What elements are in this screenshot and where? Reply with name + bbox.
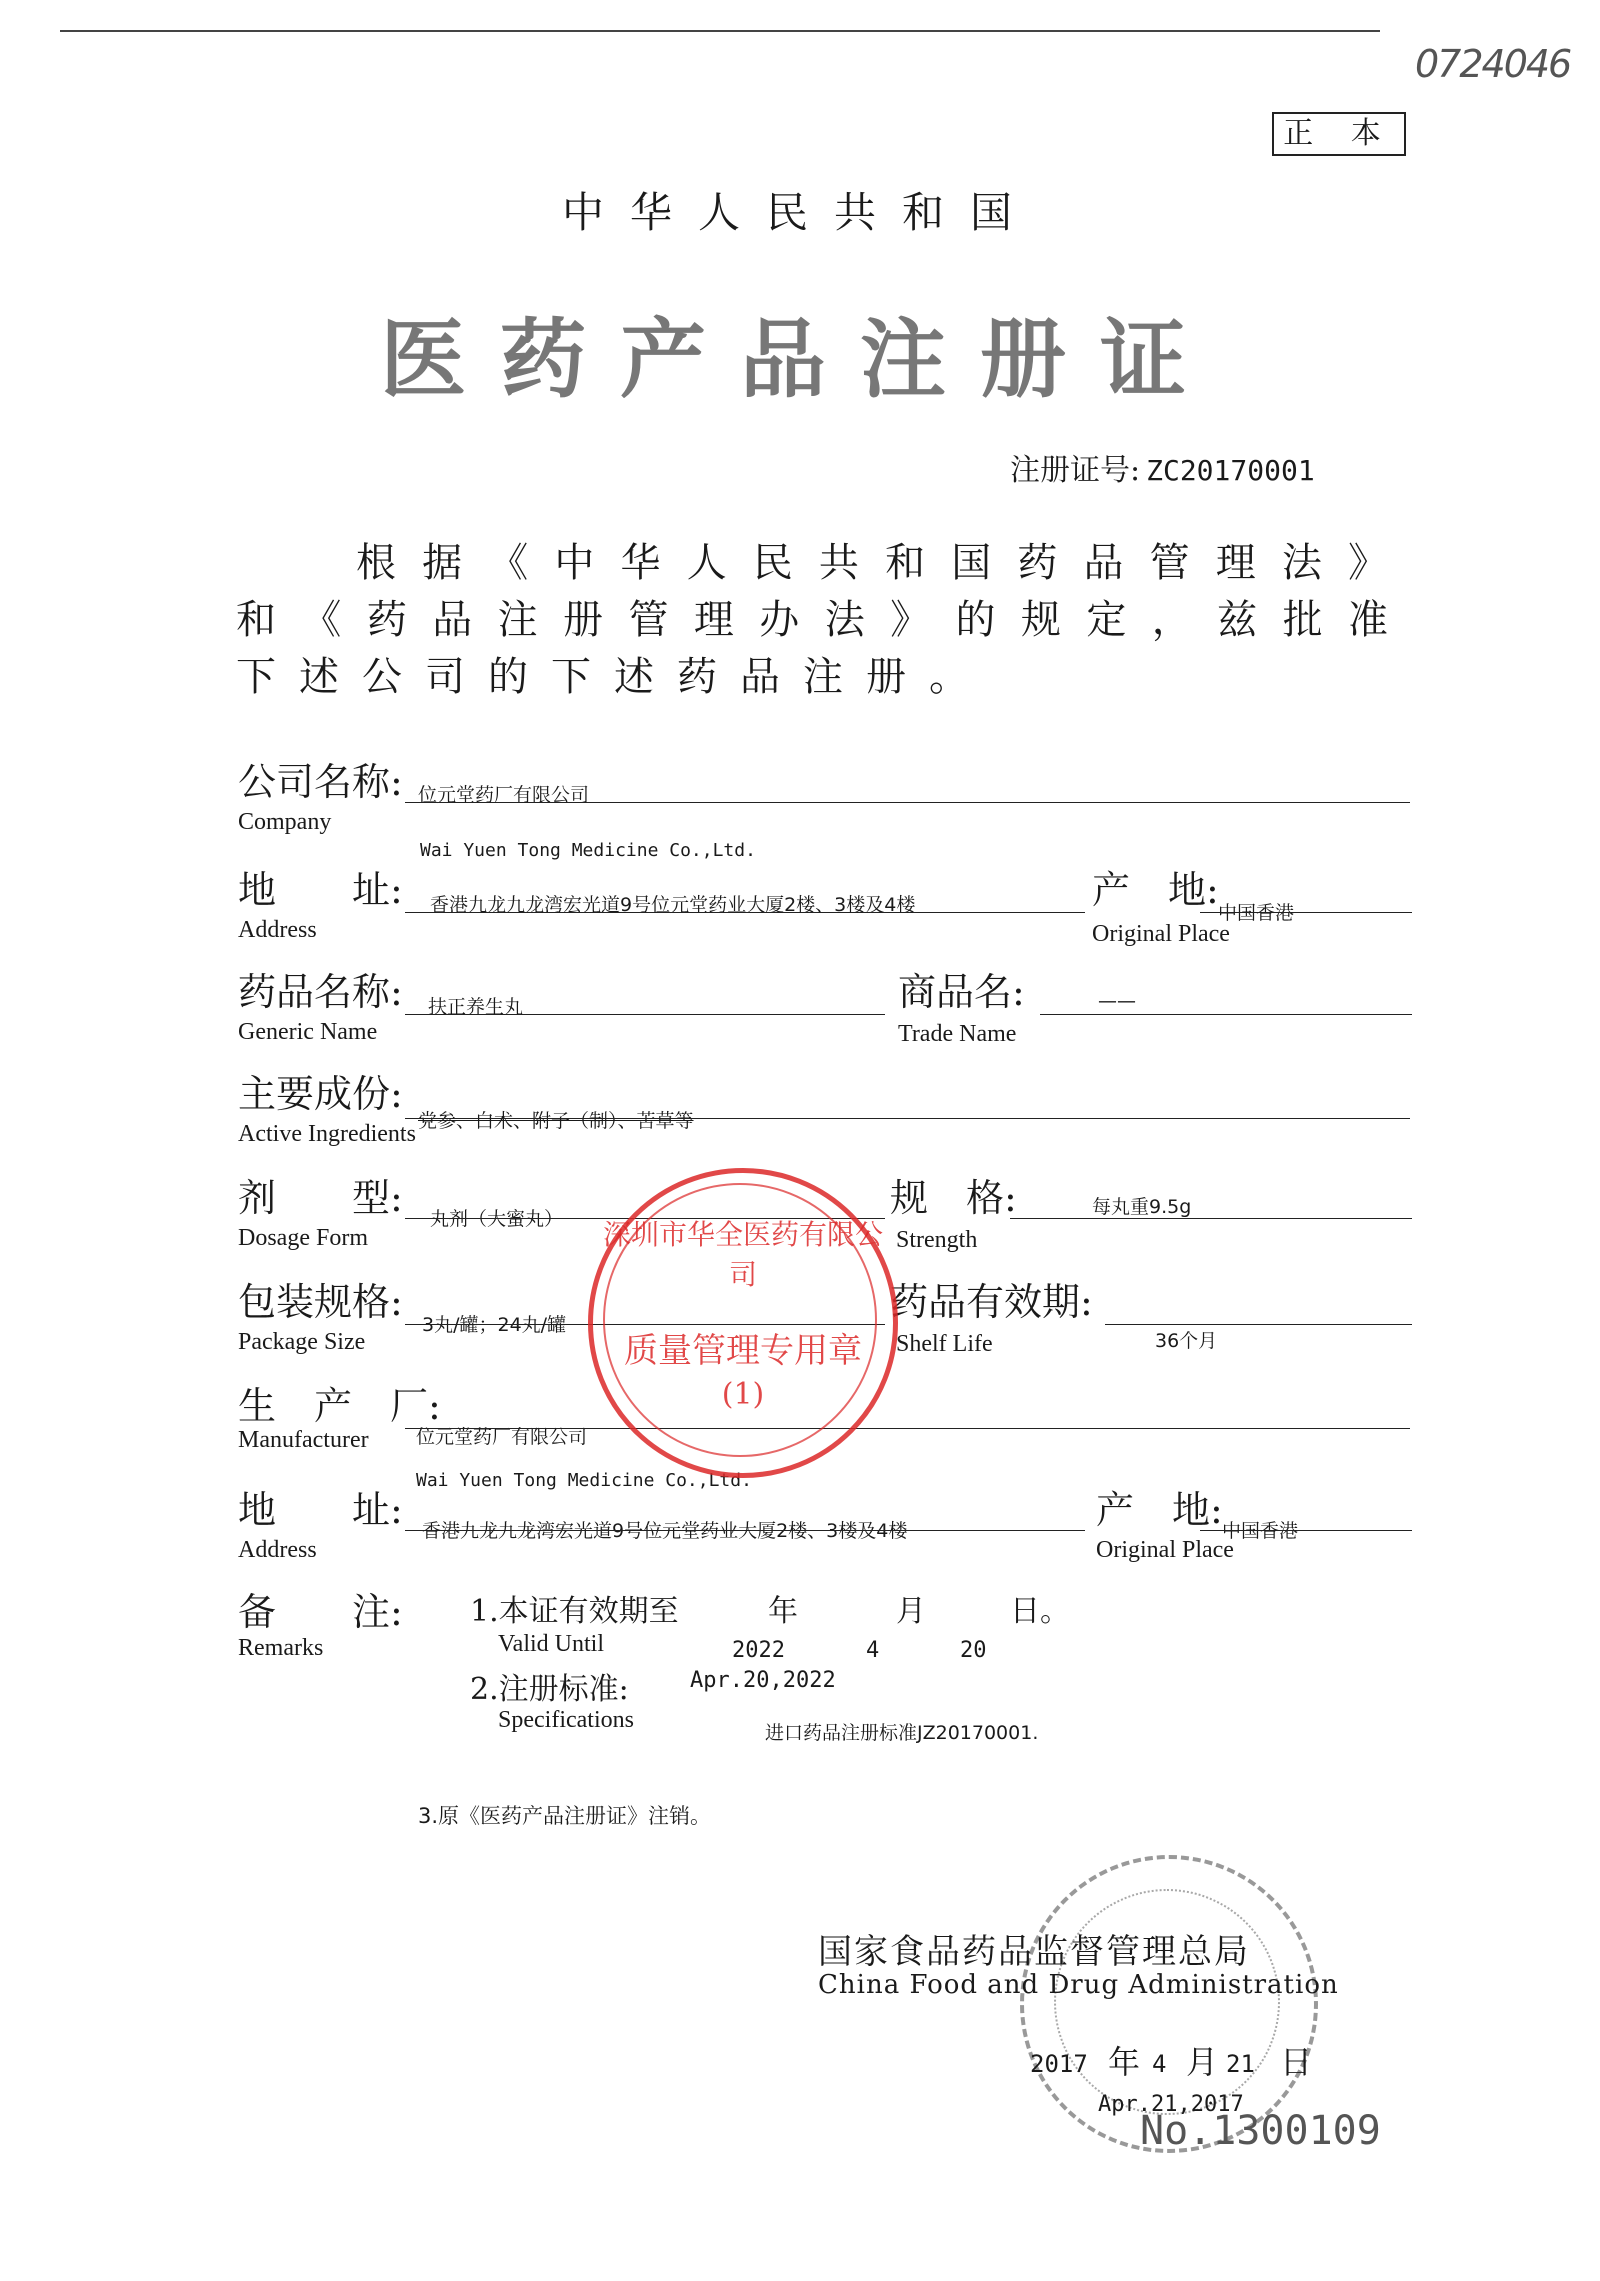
manufacturer-origin-value: 中国香港 [1222,1520,1299,1542]
certificate-serial-number: No.1300109 [1140,2108,1381,2154]
stamp-number: (1) [721,1377,765,1412]
trade-name-label: 商品名: [898,970,1025,1014]
remark-validity-en: Valid Until [498,1631,604,1657]
package-size-label: 包装规格: [238,1280,403,1324]
trade-name-underline [1040,1014,1412,1015]
dosage-form-label: 剂 型: [238,1176,403,1220]
address-value: 香港九龙九龙湾宏光道9号位元堂药业大厦2楼、3楼及4楼 [430,894,916,916]
shelf-life-value: 36个月 [1155,1330,1218,1352]
registration-number-label: 注册证号: [1010,453,1141,488]
company-value-en: Wai Yuen Tong Medicine Co.,Ltd. [420,840,756,861]
remark-valid-date-en: Apr.20,2022 [690,1668,836,1693]
generic-name-value: 扶正养生丸 [428,996,524,1018]
issuer-name-en: China Food and Drug Administration [818,1970,1339,2000]
issue-day: 21 [1226,2050,1255,2078]
origin-value: 中国香港 [1218,902,1295,924]
remark-specifications-en: Specifications [498,1707,634,1733]
preamble [236,535,1411,706]
registration-number-value: ZC20170001 [1146,454,1315,487]
address-label: 地 址: [238,868,403,912]
company-underline [405,802,1410,803]
manufacturer-origin-label: 产 地: [1096,1488,1223,1532]
registration-number [1010,445,1315,489]
ingredients-underline [405,1118,1410,1119]
company-value: 位元堂药厂有限公司 [418,784,590,806]
remark-valid-day: 20 [960,1638,987,1663]
preamble-text: 根据《中华人民共和国药品管理法》和《药品注册管理办法》的规定，兹批准下述公司的下述药品注册。 [236,540,1411,700]
strength-label-en: Strength [896,1227,978,1253]
remark-validity-day-char: 日。 [1010,1594,1070,1629]
remark-validity-year-char: 年 [768,1594,798,1629]
issue-year: 2017 [1030,2050,1088,2078]
strength-value: 每丸重9.5g [1092,1196,1192,1218]
manufacturer-address-label: 地 址: [238,1488,403,1532]
remark-valid-year: 2022 [732,1638,785,1663]
origin-label-en: Original Place [1092,921,1230,947]
issue-month-char: 月 [1186,2043,1219,2081]
ingredients-value: 党参、白术、附子（制）、苦草等 [418,1110,694,1132]
strength-underline [1010,1218,1412,1219]
authority-seal-inner-ring [1054,1889,1280,2115]
red-company-stamp [588,1168,898,1478]
ingredients-label: 主要成份: [238,1072,403,1116]
remark-cancellation: 3.原《医药产品注册证》注销。 [418,1804,712,1828]
manufacturer-origin-label-en: Original Place [1096,1537,1234,1563]
remark-specifications: 2.注册标准: [470,1672,629,1707]
issue-day-char: 日 [1280,2043,1313,2081]
stamp-company-name: 深圳市华全医药有限公司 [602,1218,883,1291]
remark-validity: 1.本证有效期至 [470,1594,679,1629]
remarks-label: 备 注: [238,1590,403,1634]
package-size-value: 3丸/罐；24丸/罐 [422,1314,567,1336]
manufacturer-value: 位元堂药厂有限公司 [416,1426,588,1448]
remark-valid-month: 4 [866,1638,880,1663]
origin-label: 产 地: [1092,868,1219,912]
issue-date-en: Apr.21,2017 [1098,2092,1244,2117]
shelf-life-label: 药品有效期: [890,1280,1093,1324]
origin-underline [1200,912,1412,913]
generic-name-label-en: Generic Name [238,1019,378,1045]
manufacturer-origin-underline [1200,1530,1412,1531]
issue-year-char: 年 [1108,2043,1141,2081]
issue-month: 4 [1152,2050,1167,2078]
manufacturer-label-en: Manufacturer [238,1427,369,1453]
manufacturer-value-en: Wai Yuen Tong Medicine Co.,Ltd. [416,1470,752,1491]
strength-label: 规 格: [890,1176,1017,1220]
document-title: 医药产品注册证 [380,309,1220,410]
company-label-en: Company [238,809,332,835]
remark-validity-month-char: 月 [896,1594,926,1629]
generic-name-label: 药品名称: [238,970,403,1014]
dosage-form-label-en: Dosage Form [238,1225,368,1251]
company-label: 公司名称: [238,760,403,804]
trade-name-label-en: Trade Name [898,1021,1017,1047]
manufacturer-label: 生 产 厂: [238,1384,441,1428]
remark-specifications-value: 进口药品注册标准JZ20170001. [765,1722,1039,1744]
generic-name-underline [405,1014,885,1015]
dosage-form-value: 丸剂（大蜜丸） [430,1208,564,1230]
manufacturer-address-value: 香港九龙九龙湾宏光道9号位元堂药业大厦2楼、3楼及4楼 [422,1520,908,1542]
remarks-label-en: Remarks [238,1635,324,1661]
issuer-name: 国家食品药品监督管理总局 [818,1932,1250,1972]
manufacturer-address-underline [405,1530,1085,1531]
shelf-life-underline [1105,1324,1412,1325]
ingredients-label-en: Active Ingredients [238,1121,416,1147]
address-label-en: Address [238,917,317,943]
country-heading: 中华人民共和国 [561,188,1038,237]
handwritten-note: 0724046 [1415,42,1571,86]
manufacturer-underline [405,1428,1410,1429]
trade-name-value: —— [1098,990,1136,1012]
shelf-life-label-en: Shelf Life [896,1331,993,1357]
package-size-label-en: Package Size [238,1329,366,1355]
top-scan-line [60,30,1380,32]
copy-badge: 正 本 [1272,112,1406,156]
manufacturer-address-label-en: Address [238,1537,317,1563]
stamp-purpose: 质量管理专用章 [624,1331,862,1371]
address-underline [405,912,1085,913]
